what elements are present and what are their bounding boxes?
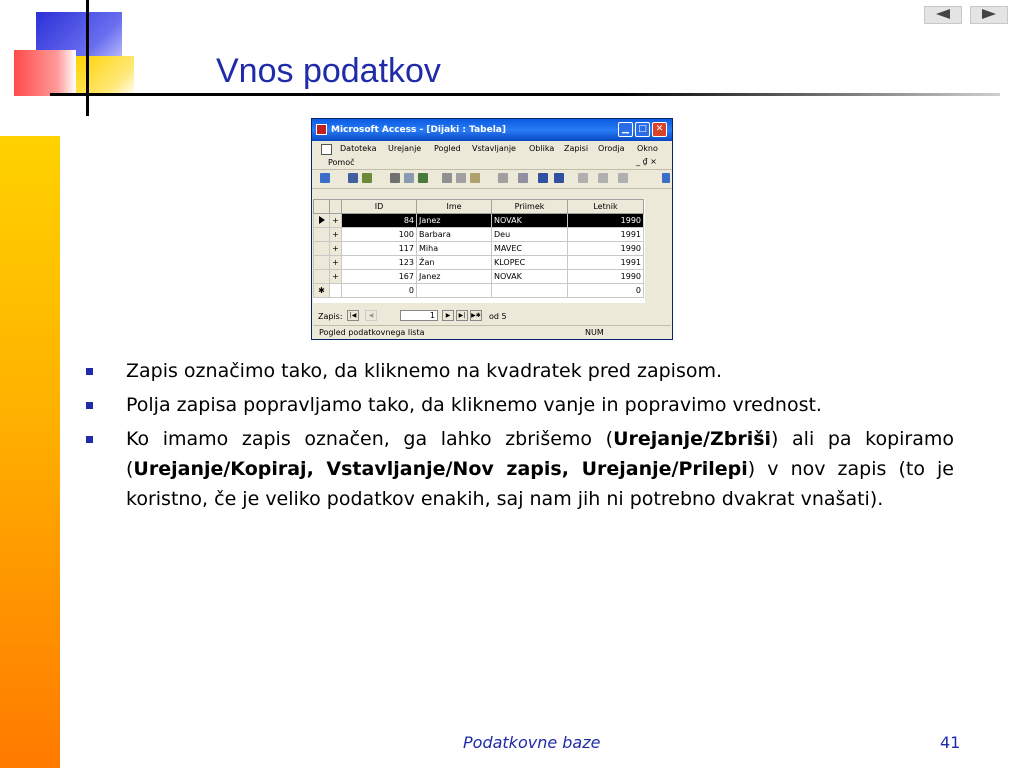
expand-button[interactable]: +: [330, 228, 342, 242]
cell-ime[interactable]: Žan: [417, 256, 492, 270]
footer-title: Podatkovne baze: [463, 733, 601, 752]
menu-pogled[interactable]: Pogled: [434, 144, 461, 153]
record-navigation-bar: [313, 309, 653, 323]
close-button[interactable]: [652, 122, 667, 137]
bullet-text: Zapis označimo tako, da kliknemo na kvadratek pred zapisom.: [126, 360, 723, 382]
expand-button[interactable]: +: [330, 270, 342, 284]
undo-icon[interactable]: [498, 173, 508, 183]
bullet-text: ) v nov zapis (to je koristno, če je veliko podatkov enakih, saj nam jih ni potrebno dvakrat vnašati).: [126, 458, 954, 510]
triangle-right-icon: [982, 9, 996, 19]
cell-id[interactable]: 117: [342, 242, 417, 256]
spelling-icon[interactable]: [418, 173, 428, 183]
cell-ime[interactable]: Janez: [417, 270, 492, 284]
bullet-item: [86, 390, 954, 420]
menu-datoteka[interactable]: Datoteka: [340, 144, 377, 153]
cell-priimek[interactable]: NOVAK: [492, 214, 568, 228]
column-header-id[interactable]: ID: [342, 200, 417, 214]
bullet-text: Polja zapisa popravljamo tako, da kliknemo vanje in popravimo vrednost.: [126, 394, 822, 416]
decor-side-gradient-bar: [0, 136, 60, 768]
cell-id[interactable]: 0: [342, 284, 417, 298]
decor-red-square: [14, 50, 76, 96]
table-row[interactable]: [314, 256, 644, 270]
bullet-list: [86, 356, 954, 518]
first-record-button[interactable]: |◀: [347, 310, 359, 321]
datasheet-grid: [313, 199, 645, 303]
close-icon: ✕: [655, 124, 664, 134]
window-title: Microsoft Access - [Dijaki : Tabela]: [331, 125, 506, 135]
cell-id[interactable]: 100: [342, 228, 417, 242]
sort-ascending-icon[interactable]: [538, 173, 548, 183]
new-record-button[interactable]: ▶✱: [471, 312, 481, 319]
record-count: od 5: [489, 312, 507, 321]
cell-priimek[interactable]: [492, 284, 568, 298]
current-record-input[interactable]: 1: [400, 310, 438, 321]
column-header-priimek[interactable]: Priimek: [492, 200, 568, 214]
triangle-left-icon: [936, 9, 950, 19]
previous-record-button[interactable]: ◀: [365, 310, 377, 321]
cell-priimek[interactable]: KLOPEC: [492, 256, 568, 270]
menu-oblika[interactable]: Oblika: [529, 144, 555, 153]
bullet-square-icon: [86, 436, 93, 443]
access-app-icon: [316, 124, 327, 135]
find-icon[interactable]: [518, 173, 528, 183]
bullet-item: [86, 424, 954, 514]
cell-id[interactable]: 167: [342, 270, 417, 284]
record-selector[interactable]: [314, 214, 330, 228]
table-row[interactable]: [314, 270, 644, 284]
previous-slide-button[interactable]: [924, 6, 962, 24]
apply-filter-icon[interactable]: [618, 173, 628, 183]
design-view-icon[interactable]: [320, 173, 330, 183]
print-preview-icon[interactable]: [404, 173, 414, 183]
bullet-item: [86, 356, 954, 386]
cell-letnik[interactable]: 0: [568, 284, 644, 298]
menu-orodja[interactable]: Orodja: [598, 144, 625, 153]
next-record-button[interactable]: ▶: [442, 310, 454, 321]
new-record-row[interactable]: [314, 284, 644, 298]
expand-header-cell: [330, 200, 342, 214]
bullet-square-icon: [86, 368, 93, 375]
cell-priimek[interactable]: MAVEC: [492, 242, 568, 256]
bullet-text: Ko imamo zapis označen, ga lahko zbrišemo (: [126, 428, 614, 450]
toolbar-options-icon[interactable]: [662, 173, 670, 183]
decor-vertical-line: [86, 0, 89, 116]
record-selector[interactable]: [314, 256, 330, 270]
slide-number: 41: [940, 733, 961, 752]
menu-zapisi[interactable]: Zapisi: [564, 144, 589, 153]
access-window-screenshot: [311, 118, 673, 340]
cell-letnik[interactable]: 1990: [568, 270, 644, 284]
cell-id[interactable]: 84: [342, 214, 417, 228]
last-record-button[interactable]: ▶|: [456, 310, 468, 321]
cell-ime[interactable]: Janez: [417, 214, 492, 228]
menu-pomoc[interactable]: Pomoč: [328, 158, 355, 167]
table-row[interactable]: [314, 228, 644, 242]
record-selector[interactable]: [314, 270, 330, 284]
cell-letnik[interactable]: 1991: [568, 228, 644, 242]
record-selector[interactable]: [314, 242, 330, 256]
minimize-button[interactable]: [618, 122, 633, 137]
table-row[interactable]: [314, 242, 644, 256]
status-num: NUM: [585, 328, 604, 337]
filter-by-selection-icon[interactable]: [578, 173, 588, 183]
new-expand-cell: [330, 284, 342, 298]
minimize-icon: ▁: [622, 124, 629, 134]
new-record-icon[interactable]: ✱: [314, 284, 330, 298]
cell-ime[interactable]: Miha: [417, 242, 492, 256]
filter-icon[interactable]: [362, 173, 372, 183]
expand-button[interactable]: +: [330, 214, 342, 228]
status-text: Pogled podatkovnega lista: [319, 328, 425, 337]
bullet-text: ) ali pa kopiramo (: [126, 428, 954, 480]
status-bar: [313, 325, 671, 339]
corner-cell[interactable]: [314, 200, 330, 214]
maximize-icon: □: [638, 124, 647, 134]
decor-yellow-square: [76, 56, 134, 96]
current-record-arrow-icon: [319, 216, 325, 224]
cell-priimek[interactable]: Deu: [492, 228, 568, 242]
cell-priimek[interactable]: NOVAK: [492, 270, 568, 284]
copy-icon[interactable]: [456, 173, 466, 183]
decor-horizontal-line: [50, 93, 1000, 96]
grid-empty-area: [645, 199, 672, 303]
bullet-text-bold: Urejanje/Zbriši: [613, 428, 772, 450]
cell-id[interactable]: 123: [342, 256, 417, 270]
column-header-letnik[interactable]: Letnik: [568, 200, 644, 214]
bullet-square-icon: [86, 402, 93, 409]
bullet-text-bold: Urejanje/Kopiraj, Vstavljanje/Nov zapis, Urejanje/Prilepi: [133, 458, 748, 480]
next-slide-button[interactable]: [970, 6, 1008, 24]
toolbar: [312, 170, 672, 189]
print-icon[interactable]: [390, 173, 400, 183]
record-selector[interactable]: [314, 228, 330, 242]
save-icon[interactable]: [348, 173, 358, 183]
window-titlebar: [312, 119, 672, 141]
menu-okno[interactable]: Okno: [637, 144, 658, 153]
menu-vstavljanje[interactable]: Vstavljanje: [472, 144, 516, 153]
maximize-button[interactable]: [635, 122, 650, 137]
slide-title: Vnos podatkov: [216, 52, 441, 90]
expand-button[interactable]: +: [330, 256, 342, 270]
paste-icon[interactable]: [470, 173, 480, 183]
cut-icon[interactable]: [442, 173, 452, 183]
expand-button[interactable]: +: [330, 242, 342, 256]
filter-by-form-icon[interactable]: [598, 173, 608, 183]
grid-header-row: [314, 200, 644, 214]
menu-urejanje[interactable]: Urejanje: [388, 144, 422, 153]
cell-ime[interactable]: Barbara: [417, 228, 492, 242]
menubar: [312, 141, 672, 170]
child-window-controls[interactable]: _ ₫ ×: [636, 157, 657, 166]
cell-ime[interactable]: [417, 284, 492, 298]
cell-letnik[interactable]: 1990: [568, 214, 644, 228]
record-label: Zapis:: [318, 312, 343, 321]
document-icon: [321, 144, 332, 155]
column-header-ime[interactable]: Ime: [417, 200, 492, 214]
cell-letnik[interactable]: 1990: [568, 242, 644, 256]
sort-descending-icon[interactable]: [554, 173, 564, 183]
table-row[interactable]: [314, 214, 644, 228]
cell-letnik[interactable]: 1991: [568, 256, 644, 270]
